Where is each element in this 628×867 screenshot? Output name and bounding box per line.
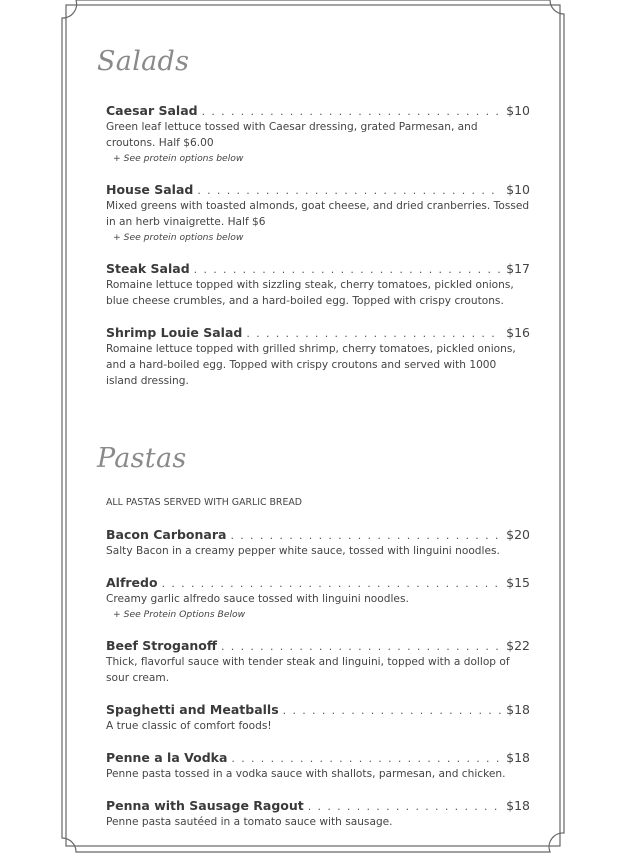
menu-item xyxy=(106,182,530,245)
item-description: Creamy garlic alfredo sauce tossed with linguini noodles. xyxy=(106,593,409,605)
dot-leader xyxy=(283,703,502,719)
salads-title: Salads xyxy=(97,46,190,77)
item-name: Steak Salad xyxy=(106,261,190,276)
item-description: Romaine lettuce topped with sizzling steak, cherry tomatoes, pickled onions, blue cheese crumbles, and a hard-boiled egg. Topped with crispy croutons. xyxy=(106,279,514,307)
dot-leader xyxy=(202,104,503,120)
pastas-list xyxy=(106,527,530,846)
item-price: $10 xyxy=(506,103,530,118)
dot-leader xyxy=(162,576,503,592)
menu-item xyxy=(106,261,530,309)
menu-item xyxy=(106,750,530,782)
pastas-note: ALL PASTAS SERVED WITH GARLIC BREAD xyxy=(106,497,303,508)
item-name: Caesar Salad xyxy=(106,103,198,118)
item-price: $15 xyxy=(506,575,530,590)
menu-item xyxy=(106,638,530,686)
item-note: + See protein options below xyxy=(113,232,244,243)
item-name: House Salad xyxy=(106,182,194,197)
dot-leader xyxy=(197,183,502,199)
item-name: Alfredo xyxy=(106,575,158,590)
menu-item xyxy=(106,103,530,166)
item-price: $20 xyxy=(506,527,530,542)
item-note: + See Protein Options Below xyxy=(113,609,246,620)
item-name: Penne a la Vodka xyxy=(106,750,228,765)
item-name: Shrimp Louie Salad xyxy=(106,325,243,340)
menu-item xyxy=(106,527,530,559)
dot-leader xyxy=(308,799,502,815)
dot-leader xyxy=(194,262,502,278)
item-price: $18 xyxy=(506,798,530,813)
menu-item xyxy=(106,798,530,830)
item-name: Bacon Carbonara xyxy=(106,527,227,542)
dot-leader xyxy=(221,639,502,655)
dot-leader xyxy=(246,326,502,342)
item-price: $17 xyxy=(506,261,530,276)
item-price: $10 xyxy=(506,182,530,197)
item-name: Penna with Sausage Ragout xyxy=(106,798,304,813)
item-description: Green leaf lettuce tossed with Caesar dressing, grated Parmesan, and croutons. Half $6.00 xyxy=(106,121,478,149)
item-description: Romaine lettuce topped with grilled shrimp, cherry tomatoes, pickled onions, and a hard-boiled egg. Topped with crispy croutons and served with 1000 island dressing. xyxy=(106,343,516,387)
pastas-title: Pastas xyxy=(97,443,187,474)
item-price: $18 xyxy=(506,702,530,717)
item-price: $16 xyxy=(506,325,530,340)
item-description: A true classic of comfort foods! xyxy=(106,720,272,732)
menu-item xyxy=(106,325,530,389)
item-price: $22 xyxy=(506,638,530,653)
item-description: Penne pasta tossed in a vodka sauce with shallots, parmesan, and chicken. xyxy=(106,768,506,780)
menu-item xyxy=(106,702,530,734)
item-description: Salty Bacon in a creamy pepper white sauce, tossed with linguini noodles. xyxy=(106,545,500,557)
item-note: + See protein options below xyxy=(113,153,244,164)
item-name: Spaghetti and Meatballs xyxy=(106,702,279,717)
item-name: Beef Stroganoff xyxy=(106,638,217,653)
item-description: Penne pasta sautéed in a tomato sauce with sausage. xyxy=(106,816,393,828)
item-description: Thick, flavorful sauce with tender steak and linguini, topped with a dollop of sour cream. xyxy=(106,656,510,684)
dot-leader xyxy=(231,751,502,767)
menu-item xyxy=(106,575,530,622)
dot-leader xyxy=(230,528,502,544)
salads-list xyxy=(106,103,530,405)
item-price: $18 xyxy=(506,750,530,765)
item-description: Mixed greens with toasted almonds, goat cheese, and dried cranberries. Tossed in an herb vinaigrette. Half $6 xyxy=(106,200,530,228)
